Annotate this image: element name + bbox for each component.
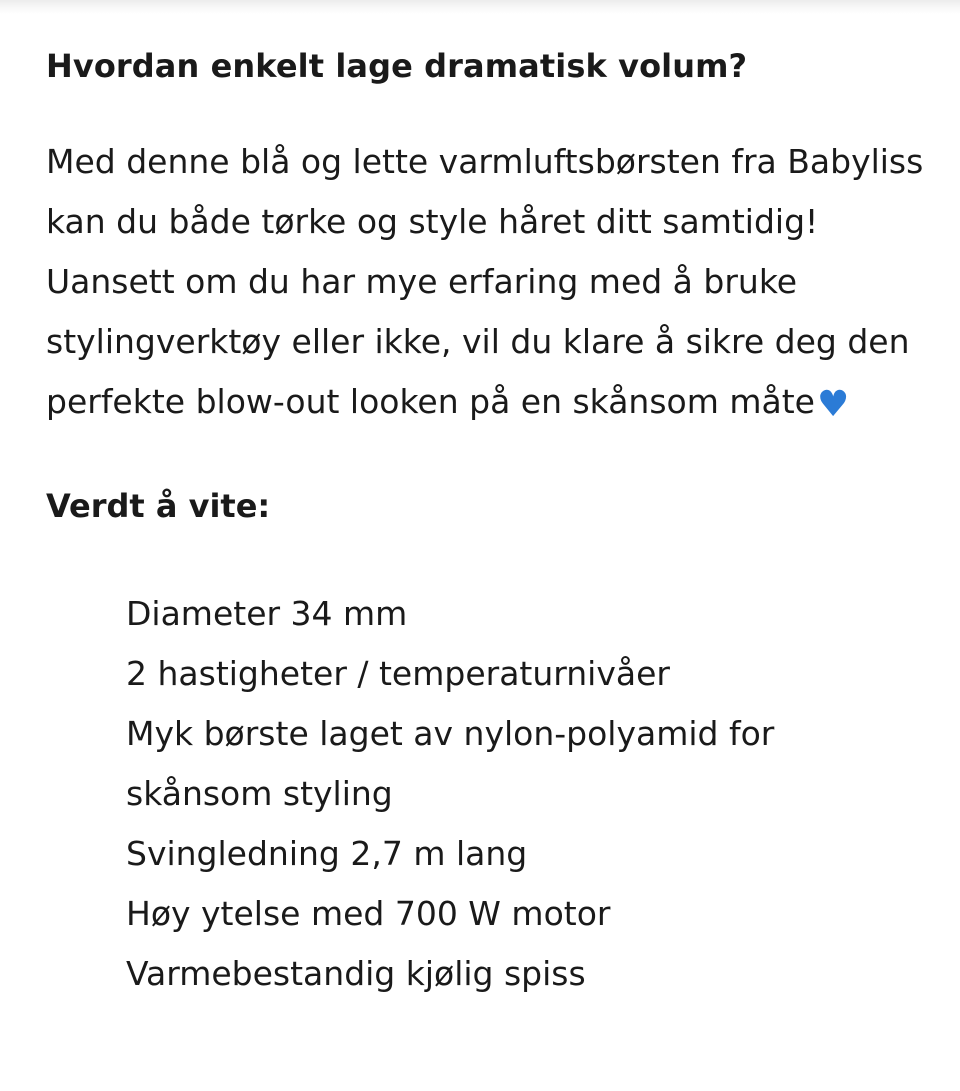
spec-list (126, 584, 886, 1004)
spec-item: Varmebestandig kjølig spiss (126, 954, 586, 993)
spec-item: Diameter 34 mm (126, 594, 408, 633)
top-shadow-divider (0, 0, 960, 14)
section-heading: Hvordan enkelt lage dramatisk volum? (46, 47, 748, 85)
blue-heart-icon: ♥ (816, 384, 850, 425)
spec-item: 2 hastigheter / temperaturnivåer (126, 654, 670, 693)
spec-item: Myk børste laget av nylon-polyamid for skånsom styling (126, 714, 775, 813)
spec-item: Svingledning 2,7 m lang (126, 834, 528, 873)
intro-text: Med denne blå og lette varmluftsbørsten fra Babyliss kan du både tørke og style håret ditt samtidig! Uansett om du har mye erfaring med å bruke stylingverktøy eller ikke, vil du klare å sikre deg den perfekte blow-out looken på en skånsom måte (46, 142, 924, 421)
product-description (46, 42, 926, 1004)
worth-knowing-heading: Verdt å vite: (46, 487, 271, 525)
spec-item: Høy ytelse med 700 W motor (126, 894, 611, 933)
intro-paragraph (46, 132, 926, 432)
